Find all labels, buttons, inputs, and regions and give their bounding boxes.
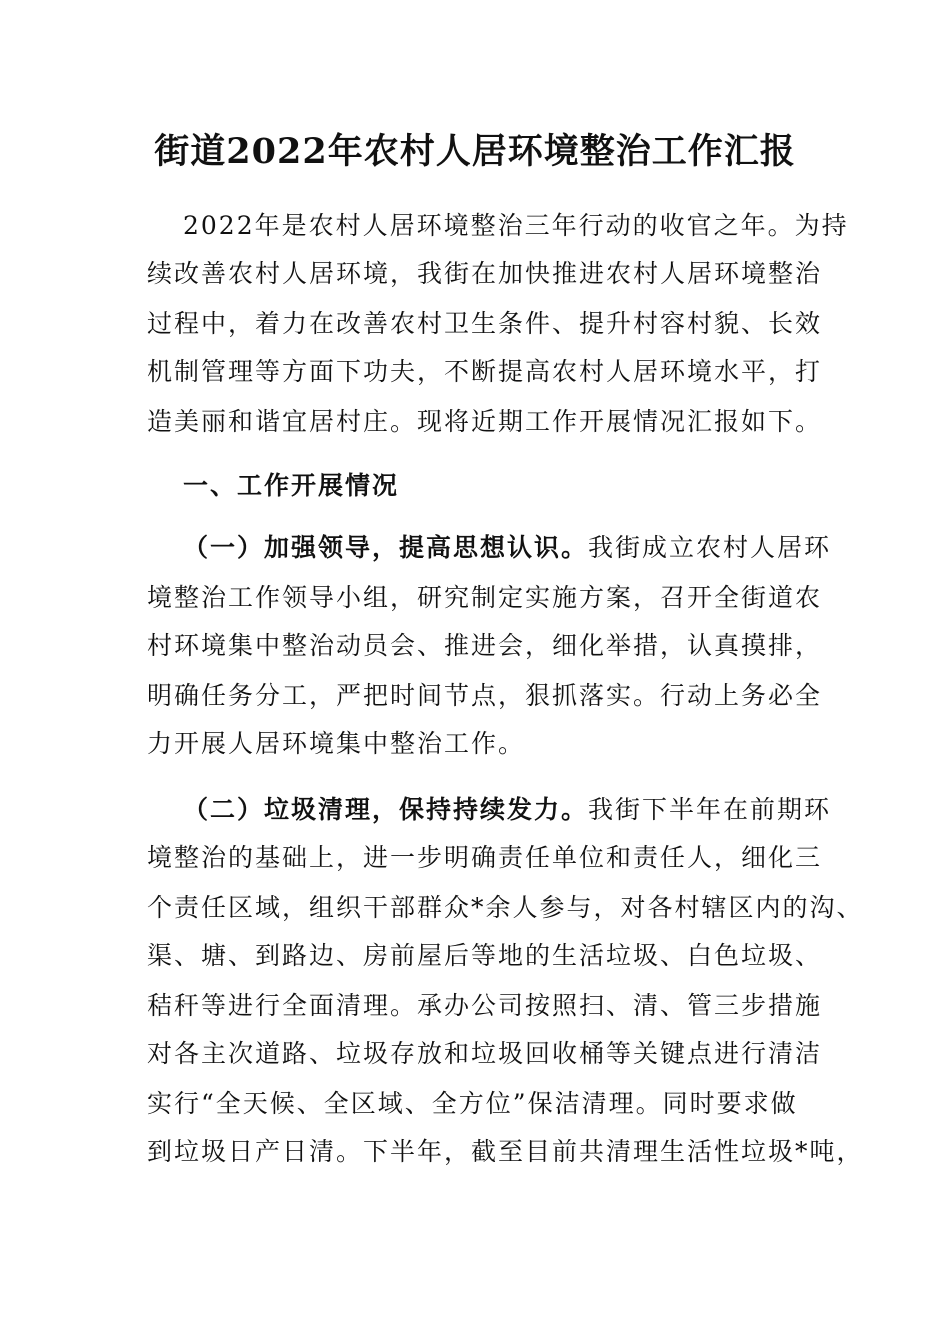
sub2-line-5: 秸秆等进行全面清理。承办公司按照扫、清、管三步措施 [147,991,823,1020]
sub2-line-4: 渠、塘、到路边、房前屋后等地的生活垃圾、白色垃圾、 [147,941,823,970]
sub2-first-line-text: 我街下半年在前期环 [588,795,832,824]
intro-line-3: 过程中，着力在改善农村卫生条件、提升村容村貌、长效 [147,309,823,338]
intro-line-1: 2022年是农村人居环境整治三年行动的收官之年。为持 [183,211,849,240]
sub1-line-4: 明确任务分工，严把时间节点，狠抓落实。行动上务必全 [147,681,823,710]
sub2-line-7: 实行“全天候、全区域、全方位”保洁清理。同时要求做 [147,1089,798,1118]
document-title: 街道2022年农村人居环境整治工作汇报 [154,131,796,172]
intro-line-4: 机制管理等方面下功夫，不断提高农村人居环境水平，打 [147,357,823,386]
sub1-line-3: 村环境集中整治动员会、推进会，细化举措，认真摸排， [147,631,823,660]
section-heading: 一、工作开展情况 [183,471,400,500]
sub1-line-5: 力开展人居环境集中整治工作。 [147,729,526,758]
sub2-first-line [183,792,831,828]
intro-line-2: 续改善农村人居环境，我街在加快推进农村人居环境整治 [147,259,823,288]
intro-line-5: 造美丽和谐宜居村庄。现将近期工作开展情况汇报如下。 [147,407,823,436]
sub1-heading: （一）加强领导，提高思想认识。 [183,533,589,562]
sub2-line-8: 到垃圾日产日清。下半年，截至目前共清理生活性垃圾*吨， [147,1137,864,1166]
sub2-heading: （二）垃圾清理，保持持续发力。 [183,795,589,824]
sub1-line-2: 境整治工作领导小组，研究制定实施方案，召开全街道农 [147,583,823,612]
sub1-first-line-text: 我街成立农村人居环 [588,533,832,562]
sub2-line-3: 个责任区域，组织干部群众*余人参与，对各村辖区内的沟、 [147,893,864,922]
sub2-line-2: 境整治的基础上，进一步明确责任单位和责任人，细化三 [147,843,823,872]
sub2-line-6: 对各主次道路、垃圾存放和垃圾回收桶等关键点进行清洁 [147,1039,823,1068]
sub1-first-line [183,530,831,566]
